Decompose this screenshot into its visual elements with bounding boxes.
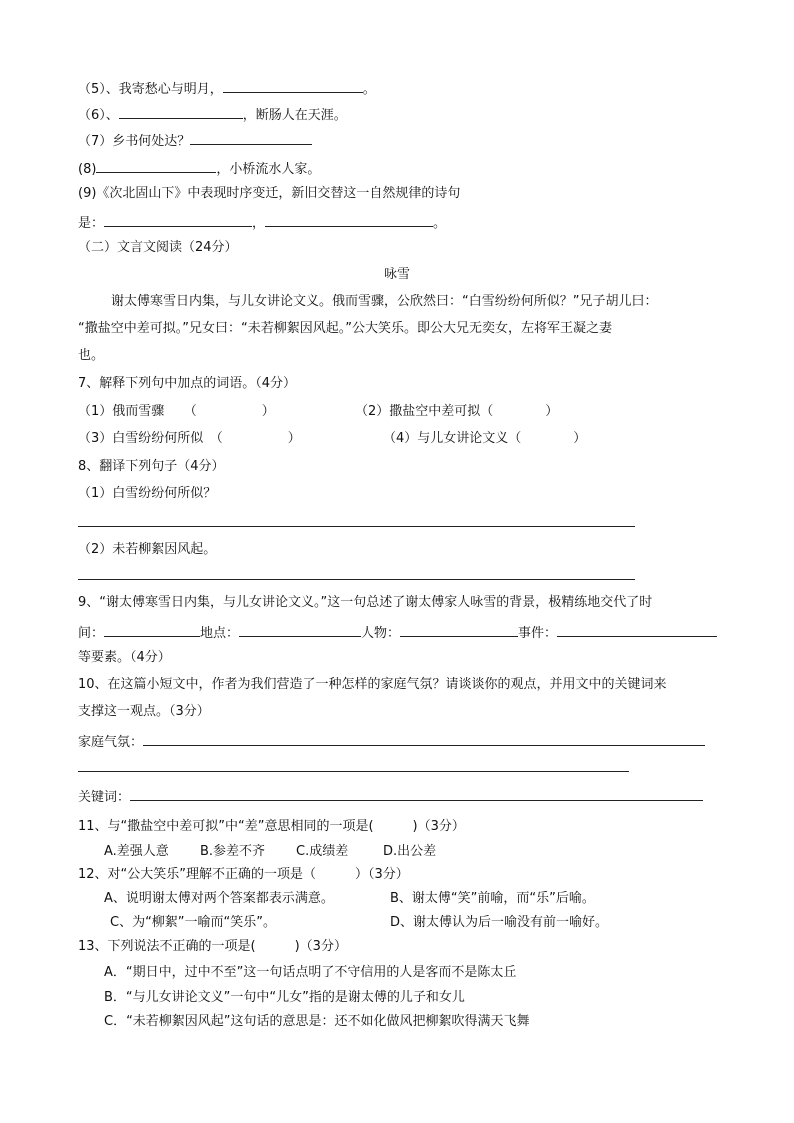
q7-item-3[interactable]: （3）白雪纷纷何所似 （ ）	[78, 431, 301, 446]
q13-stem: 13、下列说法不正确的一项是( )（3分）	[78, 939, 347, 954]
q9-people-blank[interactable]	[400, 622, 518, 637]
q13-option-c[interactable]: C．“未若柳絮因风起”这句话的意思是：还不如化做风把柳絮吹得满天飞舞	[104, 1014, 530, 1029]
q6-end: ，断肠人在天涯。	[242, 108, 347, 123]
q8poem-line	[78, 158, 320, 179]
q10-keywords-blank[interactable]	[130, 786, 703, 801]
q8poem-end: ，小桥流水人家。	[216, 162, 321, 177]
q6-line	[78, 104, 347, 125]
section2-heading: （二）文言文阅读（24分）	[78, 240, 238, 255]
q9poem-comma: ，	[252, 216, 266, 231]
q7poem-line	[78, 130, 312, 151]
q10-atmosphere-line	[78, 731, 705, 752]
q5-blank[interactable]	[223, 78, 363, 93]
q9-event-label: 事件：	[518, 626, 558, 641]
q9poem-line2	[78, 212, 446, 233]
q12-option-a[interactable]: A、说明谢太傅对两个答案都表示满意。	[104, 891, 334, 906]
q9-line1: 9、“谢太傅寒雪日内集，与儿女讲论文义。”这一句总述了谢太傅家人咏雪的背景，极精练地交代了时	[78, 595, 653, 610]
q11-option-c[interactable]: C.成绩差	[296, 844, 349, 859]
q10-answer-line[interactable]	[78, 771, 629, 772]
q9poem-line1: (9)《次北固山下》中表现时序变迁，新旧交替这一自然规律的诗句	[78, 186, 461, 201]
q10-line2: 支撑这一观点。（3分）	[78, 704, 210, 719]
q8poem-blank[interactable]	[96, 158, 216, 173]
q9-event-blank[interactable]	[557, 622, 717, 637]
q11-option-b[interactable]: B.参差不齐	[200, 844, 266, 859]
q5-end: 。	[362, 82, 376, 97]
q12-option-b[interactable]: B、谢太傅“笑”前喻，而“乐”后喻。	[390, 891, 595, 906]
q13-option-a[interactable]: A．“期日中，过中不至”这一句话点明了不守信用的人是客而不是陈太丘	[104, 965, 517, 980]
passage-p2: “撒盐空中差可拟。”兄女曰：“未若柳絮因风起。”公大笑乐。即公大兄无奕女，左将军王凝之妻	[78, 321, 612, 336]
q12-option-c[interactable]: C、为“柳絮”一喻而“笑乐”。	[110, 915, 277, 930]
q10-line1: 10、在这篇小短文中，作者为我们营造了一种怎样的家庭气氛？请谈谈你的观点，并用文中的关键词来	[78, 677, 667, 692]
q11-stem: 11、与“撒盐空中差可拟”中“差”意思相同的一项是( )（3分）	[78, 819, 465, 834]
q10-atmosphere-blank[interactable]	[143, 731, 705, 746]
passage-title: 咏雪	[383, 267, 410, 282]
q9-time-blank[interactable]	[104, 622, 200, 637]
passage-p1: 谢太傅寒雪日内集，与儿女讲论文义。俄而雪骤，公欣然曰：“白雪纷纷何所似？”兄子胡儿曰：	[111, 294, 658, 309]
q6-blank[interactable]	[119, 104, 243, 119]
q7poem-text: （7）乡书何处达？	[78, 134, 191, 149]
q8-answer-line-2[interactable]	[78, 579, 635, 580]
q7-item-2[interactable]: （2）撒盐空中差可拟（ ）	[355, 404, 559, 419]
q11-option-a[interactable]: A.差强人意	[104, 844, 169, 859]
q5-text: （5）、我寄愁心与明月，	[78, 82, 223, 97]
q11-option-d[interactable]: D.出公差	[383, 844, 437, 859]
q9-line3: 等要素。（4分）	[78, 650, 171, 665]
q10-atmosphere-label: 家庭气氛：	[78, 735, 144, 750]
q9-place-blank[interactable]	[239, 622, 361, 637]
q10-keywords-label: 关键词：	[78, 790, 131, 805]
q9poem-text: 是：	[78, 216, 105, 231]
q9-people-label: 人物：	[361, 626, 401, 641]
q9-time-label: 间：	[78, 626, 105, 641]
q8-stem: 8、翻译下列句子（4分）	[78, 459, 225, 474]
q8-sentence-1: （1）白雪纷纷何所似？	[78, 486, 217, 501]
q7-item-1[interactable]: （1）俄而雪骤 （ ）	[78, 404, 275, 419]
q8-answer-line-1[interactable]	[78, 526, 635, 527]
q8poem-text: (8)	[78, 162, 97, 177]
q7poem-blank[interactable]	[190, 130, 312, 145]
q9poem-blank-1[interactable]	[104, 212, 252, 227]
q9poem-end: 。	[433, 216, 447, 231]
passage-p3: 也。	[78, 348, 105, 363]
q12-option-d[interactable]: D、谢太傅认为后一喻没有前一喻好。	[390, 915, 609, 930]
q6-text: （6）、	[78, 108, 119, 123]
q9-line2	[78, 622, 717, 643]
q10-keywords-line	[78, 786, 703, 807]
q12-stem: 12、对“公大笑乐”理解不正确的一项是（ ）（3分）	[78, 867, 409, 882]
q8-sentence-2: （2）未若柳絮因风起。	[78, 542, 217, 557]
q5-line	[78, 78, 376, 99]
q9-place-label: 地点：	[200, 626, 240, 641]
q7-stem: 7、解释下列句中加点的词语。（4分）	[78, 376, 297, 391]
q9poem-blank-2[interactable]	[265, 212, 433, 227]
q13-option-b[interactable]: B．“与儿女讲论文义”一句中“儿女”指的是谢太傅的儿子和女儿	[104, 990, 465, 1005]
q7-item-4[interactable]: （4）与儿女讲论文义（ ）	[383, 431, 587, 446]
